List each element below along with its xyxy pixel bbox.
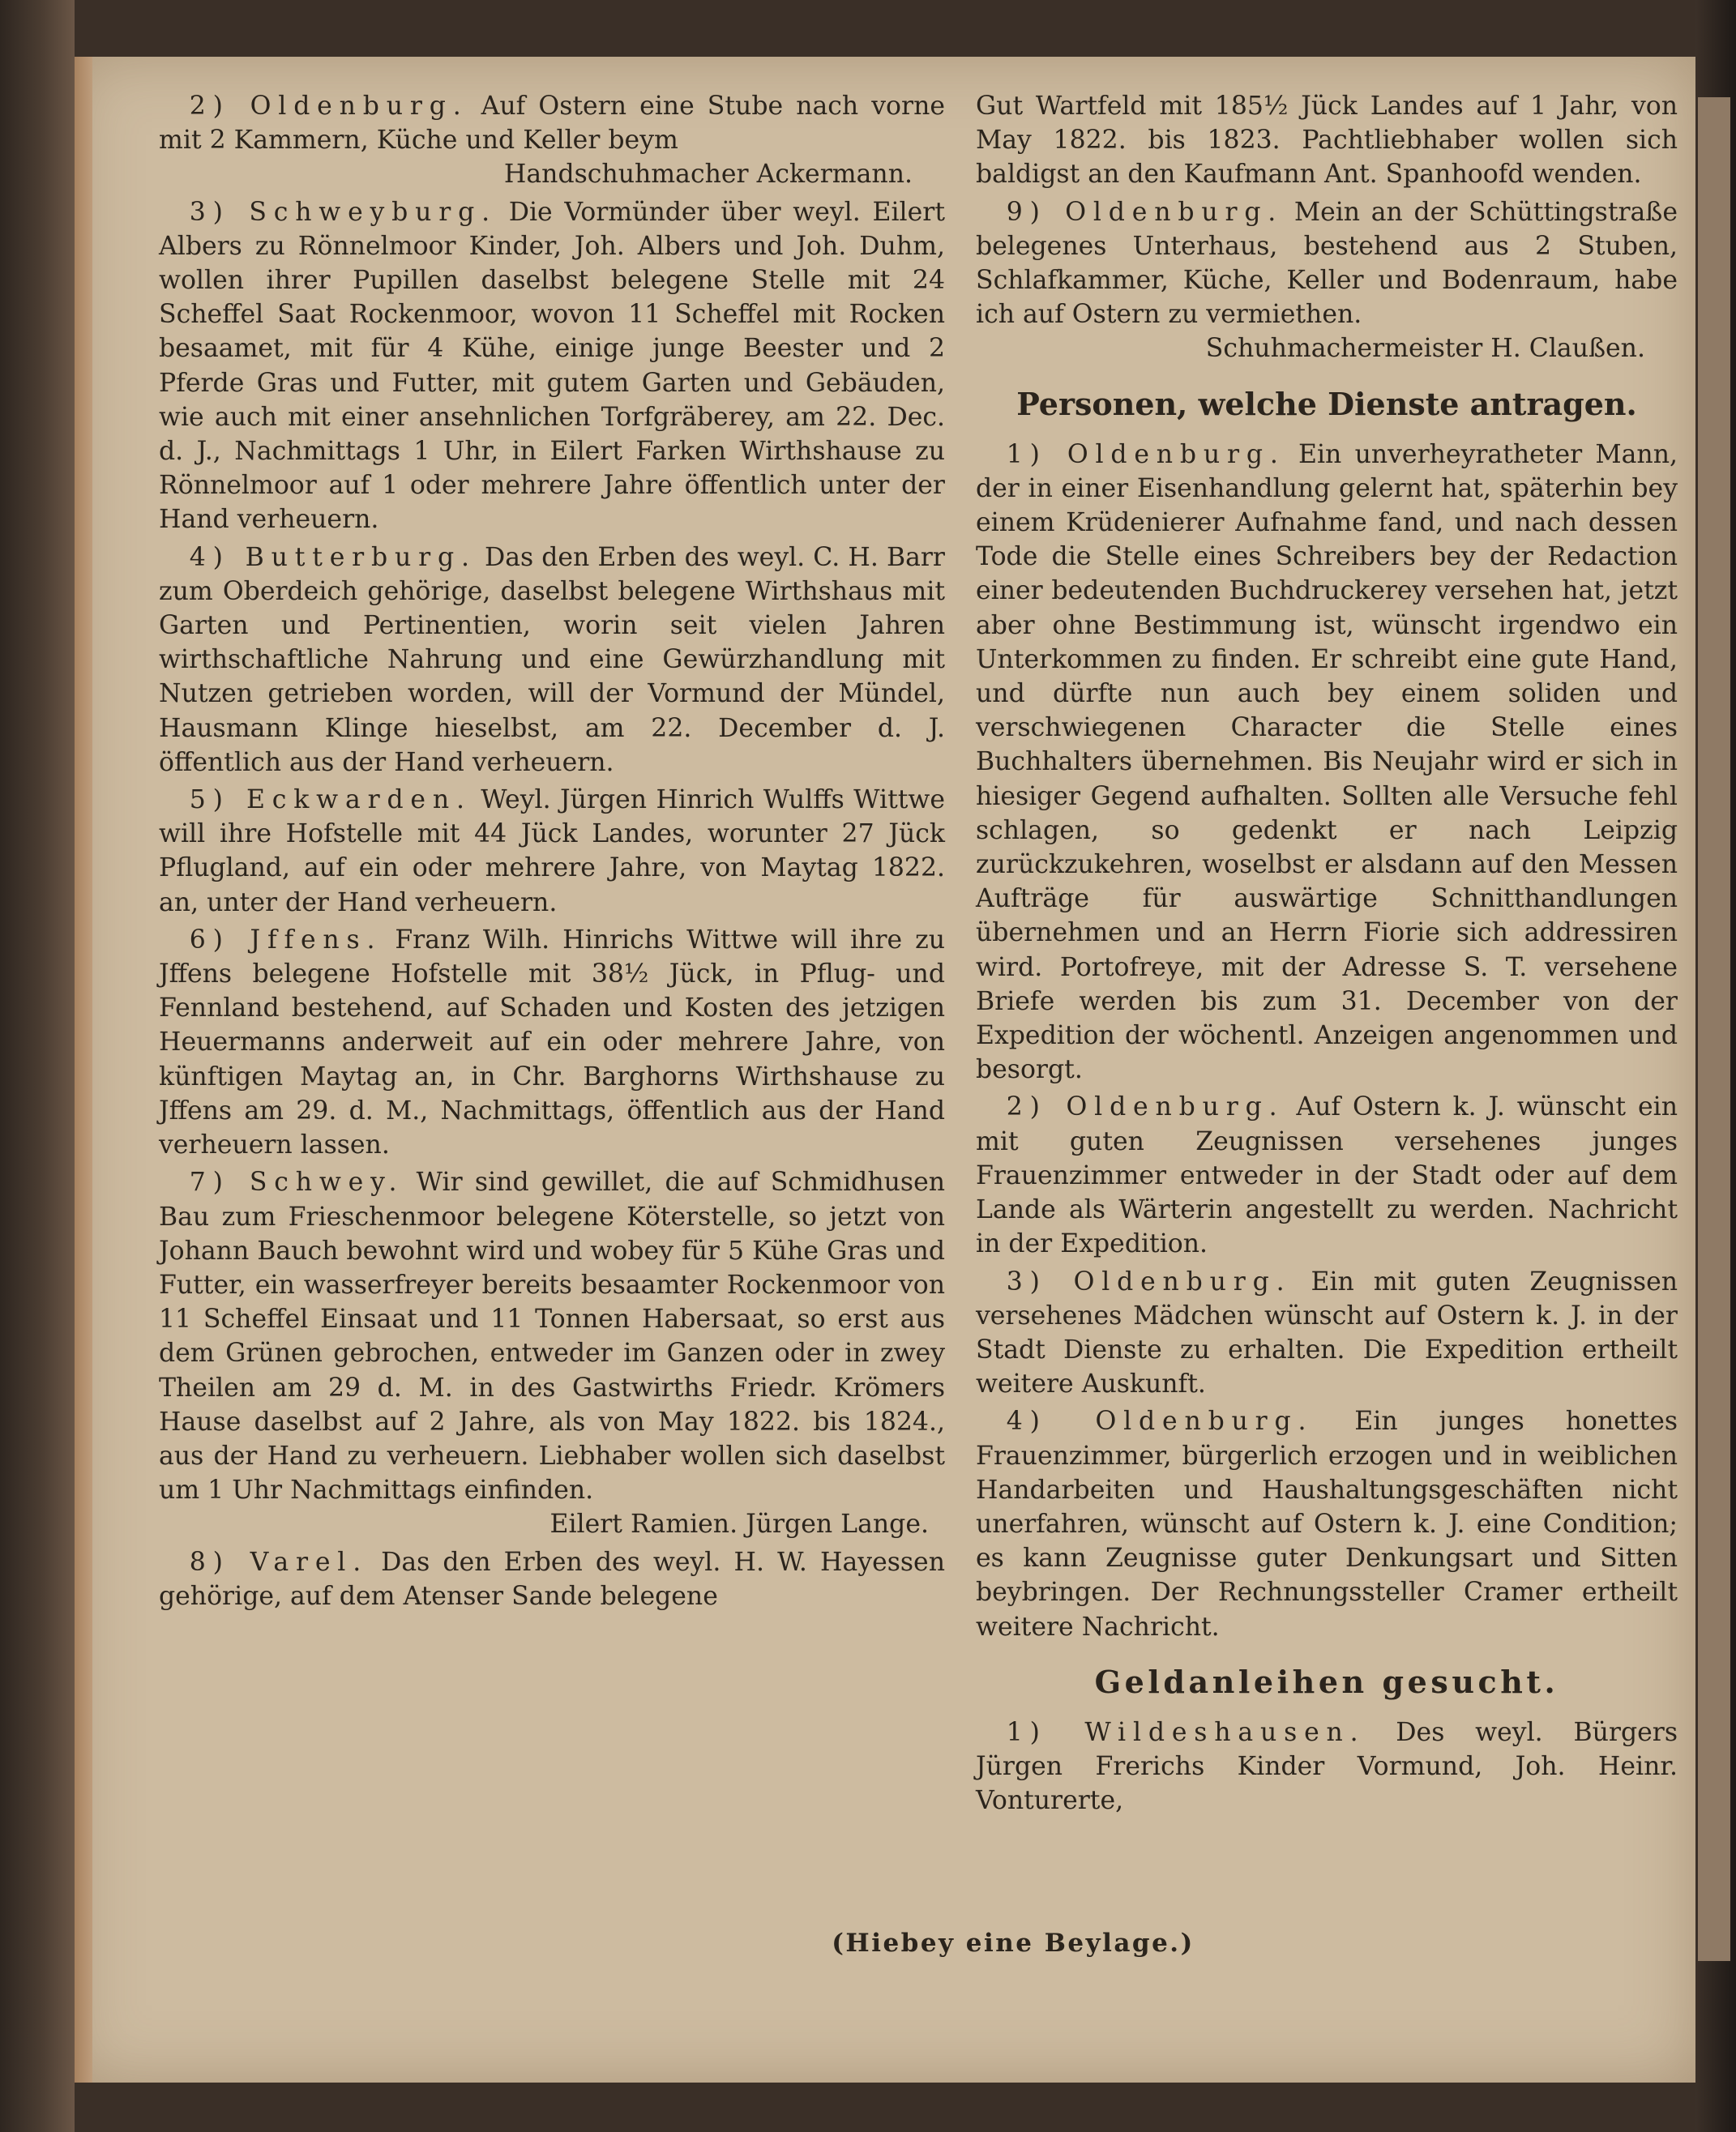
notice-7-schwey: 7) Schwey. Wir sind gewillet, die auf Schmidhusen Bau zum Frieschenmoor belegene Köterstelle, so jetzt von Johann Bauch bewohnt wird und wobey für 5 Kühe Gras und Futter, ein wasserfreyer bereits besaamter Rockenmoor von 11 Scheffel Einsaat und 11 Tonnen Habersaat, so erst aus dem Grünen gebrochen, entweder im Ganzen oder in zwey Theilen am 29 d. M. in des Gastwirths Friedr. Krömers Hause daselbst auf 2 Jahre, als von May 1822. bis 1824., aus der Hand zu verheuern. Liebhaber wollen sich daselbst um 1 Uhr Nachmittags einfinden. bbox=[159, 1168, 946, 1506]
notice-8-varel: 8) Varel. Das den Erben des weyl. H. W. Hayessen gehörige, auf dem Atenser Sande belegene bbox=[159, 1547, 945, 1611]
notice-6-jffens: 6) Jffens. Franz Wilh. Hinrichs Wittwe will ihre zu Jffens belegene Hofstelle mit 38½ Jück, in Pflug- und Fennland bestehend, auf Schaden und Kosten des jetzigen Heuermanns anderweit auf ein oder mehrere Jahre, von künftigen Maytag an, in Chr. Barghorns Wirthshause zu Jffens am 29. d. M., Nachmittags, öffentlich aus der Hand verheuern lassen. bbox=[159, 925, 945, 1160]
left-column bbox=[159, 89, 945, 1613]
notice-4-butterburg: 4) Butterburg. Das den Erben des weyl. C. H. Barr zum Oberdeich gehörige, daselbst belegene Wirthshaus mit Garten und Pertinentien, worin seit vielen Jahren wirthschaftliche Nahrung und eine Gewürzhandlung mit Nutzen getrieben worden, will der Vormund der Mündel, Hausmann Klinge hieselbst, am 22. December d. J. öffentlich aus der Hand verheuern. bbox=[159, 542, 945, 777]
notice-5-eckwarden: 5) Eckwarden. Weyl. Jürgen Hinrich Wulffs Wittwe will ihre Hofstelle mit 44 Jück Landes, worunter 27 Jück Pflugland, auf ein oder mehrere Jahre, von Maytag 1822. an, unter der Hand verheuern. bbox=[159, 785, 946, 917]
heading-services: Personen, welche Dienste antragen. bbox=[1016, 385, 1637, 422]
service-3-oldenburg: 3) Oldenburg. Ein mit guten Zeugnissen versehenes Mädchen wünscht auf Ostern k. J. in der Stadt Dienste zu erhalten. Die Expedition ertheilt weitere Auskunft. bbox=[976, 1267, 1678, 1399]
service-2-oldenburg: 2) Oldenburg. Auf Ostern k. J. wünscht ein mit guten Zeugnissen versehenes junges Frauenzimmer entweder in der Stadt oder auf dem Lande als Wärterin angestellt zu werden. Nachricht in der Expedition. bbox=[976, 1092, 1678, 1259]
supplement-note: (Hiebey eine Beylage.) bbox=[832, 1929, 1195, 1958]
service-1-oldenburg: 1) Oldenburg. Ein unverheyratheter Mann, der in einer Eisenhandlung gelernt hat, späterhin bey einem Krüdenierer Aufnahme fand, und nach dessen Tode die Stelle eines Schreibers bey der Redaction einer bedeutenden Buchdruckerey versehen hat, jetzt aber ohne Bestimmung ist, wünscht irgendwo ein Unterkommen zu finden. Er schreibt eine gute Hand, und dürfte nun auch bey einem soliden und verschwiegenen Character die Stelle eines Buchhalters übernehmen. Bis Neujahr wird er sich in hiesiger Gegend aufhalten. Sollten alle Versuche fehl schlagen, so gedenkt er nach Leipzig zurückzukehren, woselbst er alsdann auf den Messen Aufträge für auswärtige Schnitthandlungen übernehmen und an Herrn Fiorie sich addressiren wird. Portofreye, mit der Adresse S. T. versehene Briefe werden bis zum 31. December von der Expedition der wöchentl. Anzeigen angenommen und besorgt. bbox=[976, 439, 1678, 1085]
page-fore-edge bbox=[75, 57, 92, 2083]
notice-3-schweyburg: 3) Schweyburg. Die Vormünder über weyl. Eilert Albers zu Rönnelmoor Kinder, Joh. Albers und Joh. Duhm, wollen ihrer Pupillen daselbst belegene Stelle mit 24 Scheffel Saat Rockenmoor, wovon 11 Scheffel mit Rocken besaamet, mit für 4 Kühe, einige junge Beester und 2 Pferde Gras und Futter, mit gutem Garten und Gebäuden, wie auch mit einer ansehnlichen Torfgräberey, am 22. Dec. d. J., Nachmittags 1 Uhr, in Eilert Farken Wirthshause zu Rönnelmoor auf 1 oder mehrere Jahre öffentlich unter der Hand verheuern. bbox=[159, 197, 945, 535]
service-4-oldenburg: 4) Oldenburg. Ein junges honettes Frauenzimmer, bürgerlich erzogen und in weiblichen Handarbeiten und Haushaltungsgeschäften nicht unerfahren, wünscht auf Ostern k. J. eine Condition; es kann Zeugnisse guter Denkungsart und Sitten beybringen. Der Rechnungssteller Cramer ertheilt weitere Nachricht. bbox=[976, 1407, 1678, 1642]
next-page-edge bbox=[1698, 97, 1730, 1961]
notice-8-continuation: Gut Wartfeld mit 185½ Jück Landes auf 1 Jahr, von May 1822. bis 1823. Pachtliebhaber wollen sich baldigst an den Kaufmann Ant. Spanhoofd wenden. bbox=[976, 92, 1678, 190]
notice-7-signature: Eilert Ramien. Jürgen Lange. bbox=[549, 1510, 929, 1540]
notice-2-signature: Handschuhmacher Ackermann. bbox=[503, 160, 913, 190]
scan-left-edge bbox=[0, 0, 75, 2132]
right-column bbox=[976, 89, 1678, 1818]
notice-9-oldenburg: 9) Oldenburg. Mein an der Schüttingstraße belegenes Unterhaus, bestehend aus 2 Stuben, Schlafkammer, Küche, Keller und Bodenraum, habe ich auf Ostern zu vermiethen. bbox=[976, 197, 1678, 330]
heading-loans: Geldanleihen gesucht. bbox=[1094, 1663, 1559, 1700]
notice-9-signature: Schuhmachermeister H. Claußen. bbox=[1205, 334, 1645, 364]
loan-1-wildeshausen: 1) Wildeshausen. Des weyl. Bürgers Jürgen Frerichs Kinder Vormund, Joh. Heinr. Vonturerte, bbox=[976, 1717, 1678, 1816]
notice-2-oldenburg: 2) Oldenburg. Auf Ostern eine Stube nach vorne mit 2 Kammern, Küche und Keller beym bbox=[159, 92, 946, 156]
